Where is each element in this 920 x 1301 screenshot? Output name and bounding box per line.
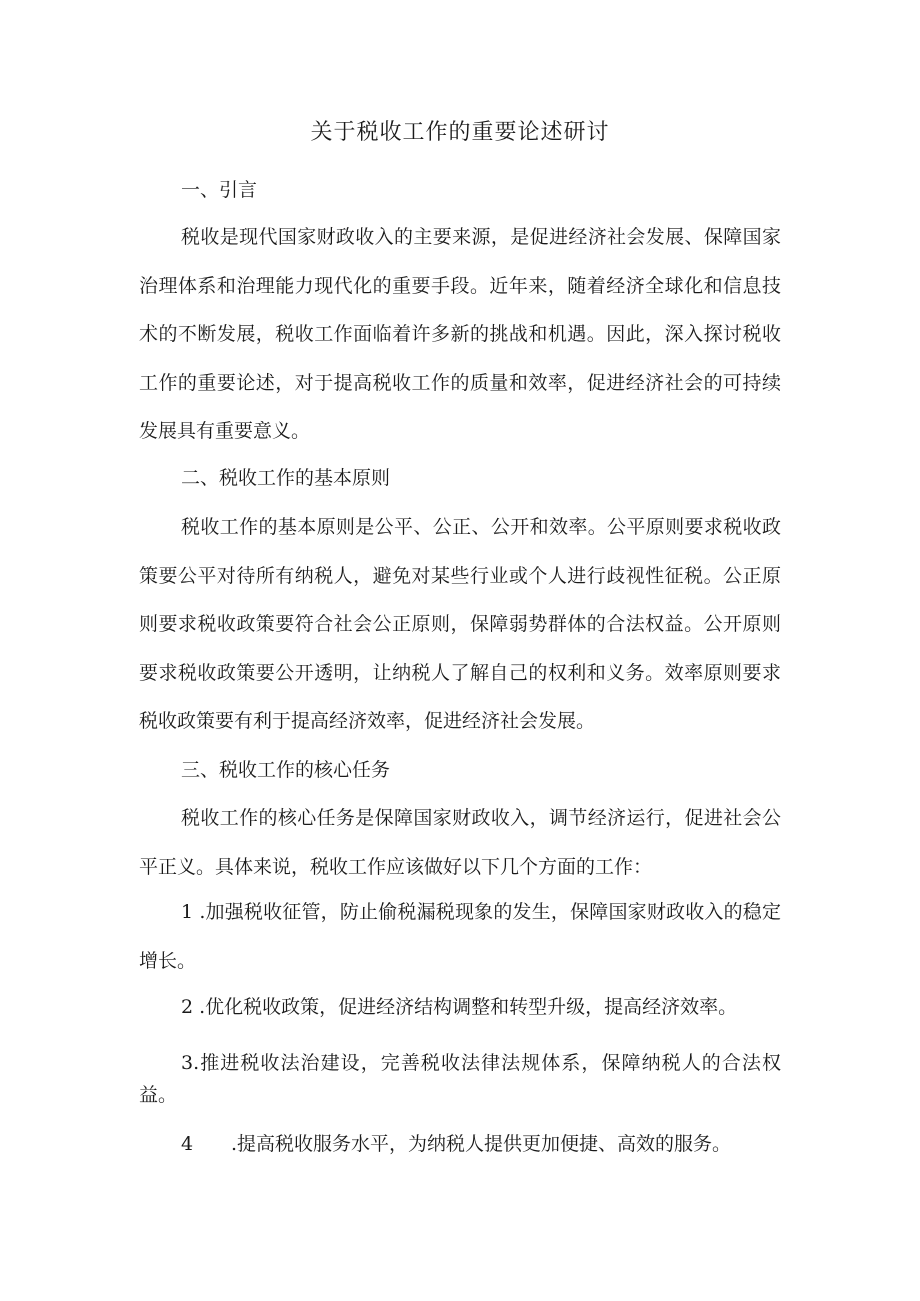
section-heading-basic-principles: 二、税收工作的基本原则 <box>181 467 391 489</box>
list-item-text: .加强税收征管，防止偷税漏税现象的发生，保障国家财政收入的稳定增长。 <box>139 901 781 972</box>
list-item-number: 4 <box>181 1133 194 1155</box>
section-paragraph-introduction: 税收是现代国家财政收入的主要来源，是促进经济社会发展、保障国家治理体系和治理能力现代化的重要手段。近年来，随着经济全球化和信息技术的不断发展，税收工作面临着许多新的挑战和机遇。因此，深入探讨税收工作的重要论述，对于提高税收工作的质量和效率，促进经济社会的可持续发展具有重要意义。 <box>139 226 781 442</box>
list-item-number: 2 <box>181 996 194 1018</box>
list-item-text: .优化税收政策，促进经济结构调整和转型升级，提高经济效率。 <box>199 996 738 1018</box>
list-item-text: .提高税收服务水平，为纳税人提供更加便捷、高效的服务。 <box>231 1133 732 1155</box>
list-item-text: .推进税收法治建设，完善税收法律法规体系，保障纳税人的合法权益。 <box>139 1052 781 1106</box>
list-item <box>139 983 781 1032</box>
section-paragraph-core-tasks: 税收工作的核心任务是保障国家财政收入，调节经济运行，促进社会公平正义。具体来说，税收工作应该做好以下几个方面的工作： <box>139 807 781 878</box>
list-item <box>139 1120 781 1169</box>
section-paragraph-basic-principles: 税收工作的基本原则是公平、公正、公开和效率。公平原则要求税收政策要公平对待所有纳税人，避免对某些行业或个人进行歧视性征税。公正原则要求税收政策要符合社会公正原则，保障弱势群体的合法权益。公开原则要求税收政策要公开透明，让纳税人了解自己的权利和义务。效率原则要求税收政策要有利于提高经济效率，促进经济社会发展。 <box>139 516 781 732</box>
section-heading-core-tasks: 三、税收工作的核心任务 <box>181 759 391 781</box>
list-item <box>139 888 781 985</box>
list-item <box>139 1047 781 1111</box>
document-title: 关于税收工作的重要论述研讨 <box>310 120 610 145</box>
list-item-number: 3 <box>181 1052 194 1074</box>
list-item-number: 1 <box>181 901 194 923</box>
section-heading-introduction: 一、引言 <box>181 179 258 201</box>
